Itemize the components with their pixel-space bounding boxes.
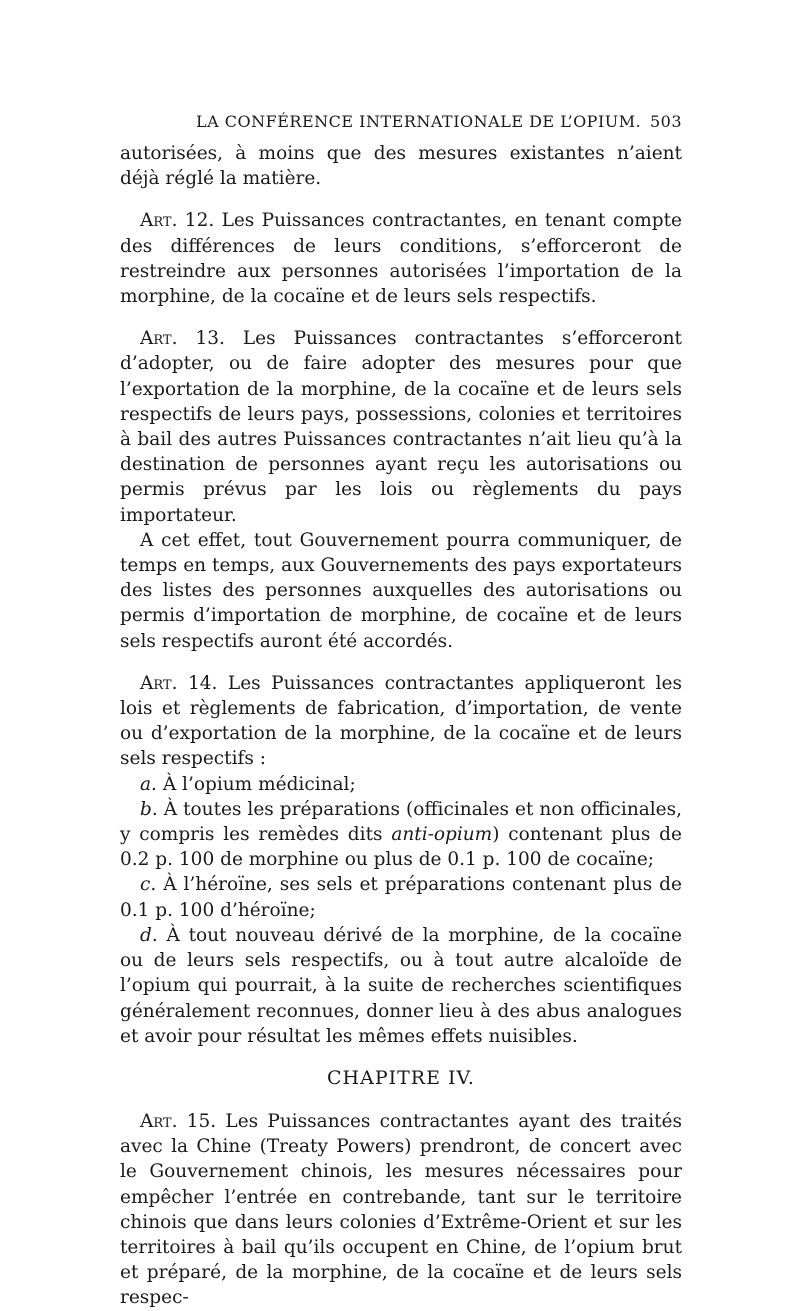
item-b-text-part-2: ) contenant plus de 0.2 p. 100 de morphine ou plus de 0.1 p. 100 de cocaïne; (120, 824, 682, 871)
chapter-heading: CHAPITRE IV. (327, 1066, 475, 1089)
item-d-letter: d. (140, 924, 158, 946)
article-12-label: Art. 12. (140, 210, 215, 232)
item-c-text: À l’héroïne, ses sels et préparations contenant plus de 0.1 p. 100 d’héroïne; (120, 874, 682, 921)
continuation-paragraph: autorisées, à moins que des mesures existantes n’aient déjà réglé la matière. (120, 143, 682, 190)
item-b-text-part-1: À toutes les préparations (officinales et non officinales, y compris les remèdes dits (120, 798, 683, 846)
article-14-item-a (120, 772, 682, 797)
header-title: LA CONFÉRENCE INTERNATIONALE DE L’OPIUM. (196, 112, 642, 131)
article-13-label: Art. 13. (140, 328, 225, 350)
running-header (120, 112, 682, 131)
article-12-text: Les Puissances contractantes, en tenant compte des différences de leurs conditions, s’efforceront de restreindre aux personnes autorisées l’importation de la morphine, de la cocaïne et de leurs sels respectifs. (120, 210, 683, 308)
article-15-label: Art. 15. (140, 1110, 217, 1132)
item-b-letter: b. (140, 798, 158, 820)
item-d-text: À tout nouveau dérivé de la morphine, de la cocaïne ou de leurs sels respectifs, ou à tout autre alcaloïde de l’opium qui pourrait, à la suite de recherches scientifiques généralement reconnues, donner lieu à des abus analogues et avoir pour résultat les mêmes effets nuisibles. (120, 924, 682, 1047)
article-13-paragraph-2: A cet effet, tout Gouvernement pourra communiquer, de temps en temps, aux Gouvernements des pays exportateurs des listes des personnes auxquelles des autorisations ou permis d’importation de morphine, de cocaïne et de leurs sels respectifs auront été accordés. (120, 529, 682, 652)
item-a-text: À l’opium médicinal; (162, 773, 356, 795)
article-14-label: Art. 14. (140, 672, 218, 694)
document-page (120, 112, 682, 1311)
article-13 (120, 326, 682, 528)
item-a-letter: a. (140, 773, 157, 795)
article-14-item-b (120, 797, 682, 873)
article-14-item-c (120, 872, 682, 922)
article-12 (120, 208, 682, 309)
article-14-text: Les Puissances contractantes appliqueront les lois et règlements de fabrication, d’importation, de vente ou d’exportation de la morphine, de la cocaïne et de leurs sels respectifs : (120, 672, 682, 770)
article-15-text: Les Puissances contractantes ayant des traités avec la Chine (Treaty Powers) prendront, de concert avec le Gouvernement chinois, les mesures nécessaires pour empêcher l’entrée en contrebande, tant sur le territoire chinois que dans leurs colonies d’Extrême-Orient et sur les territoires à bail qu’ils occupent en Chine, de l’opium brut et préparé, de la morphine, de la cocaïne et de leurs sels respec- (120, 1110, 683, 1309)
article-15 (120, 1109, 682, 1311)
item-b-italic-term: anti-opium (391, 824, 493, 846)
item-c-letter: c. (140, 874, 157, 896)
article-14 (120, 671, 682, 772)
article-13-text: Les Puissances contractantes s’efforceront d’adopter, ou de faire adopter des mesures pour que l’exportation de la morphine, de la cocaïne et de leurs sels respectifs de leurs pays, possessions, colonies et territoires à bail des autres Puissances contractantes n’ait lieu qu’à la destination de personnes ayant reçu les autorisations ou permis prévus par les lois ou règlements du pays importateur. (120, 328, 682, 526)
page-number: 503 (649, 112, 682, 131)
article-14-item-d (120, 923, 682, 1049)
